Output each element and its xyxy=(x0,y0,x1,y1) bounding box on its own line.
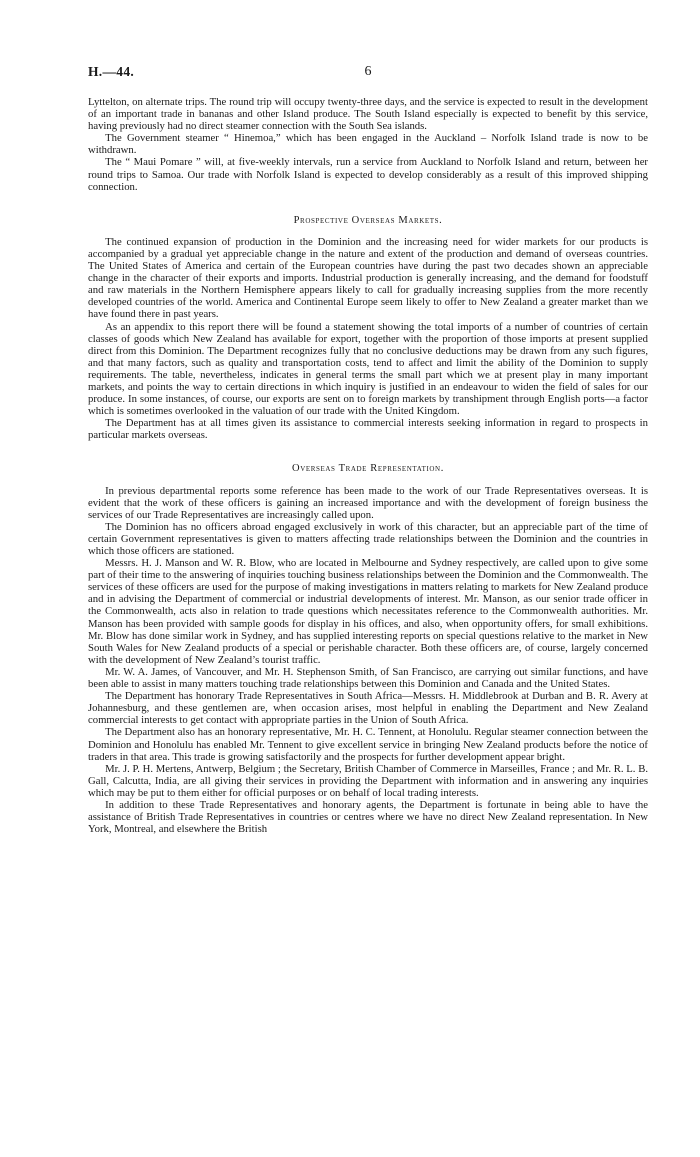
paragraph: As an appendix to this report there will be found a statement showing the total imports of a number of countries of certain classes of goods which New Zealand has available for export, together with the proportion of those imports at present supplied direct from this Dominion. The Department recognizes fully that no conclusive deductions may be drawn from any such figures, and that many factors, such as quality and transportation costs, tend to affect and limit the ability of the Dominion to supply requirements. The table, nevertheless, indicates in general terms the small part which we at present play in many important markets, and points the way to certain directions in which inquiry is justified in an endeavour to widen the field of sales for our produce. In some instances, of course, our exports are sent on to foreign markets by transhipment through English ports—a factor which is sometimes overlooked in the valuation of our trade with the United Kingdom. xyxy=(88,320,648,418)
paragraph: In addition to these Trade Representatives and honorary agents, the Department is fortunate in being able to have the assistance of British Trade Representatives in countries or centres where we have no direct New Zealand representation. In New York, Montreal, and elsewhere the British xyxy=(88,798,648,836)
paragraph: Mr. W. A. James, of Vancouver, and Mr. H. Stephenson Smith, of San Francisco, are carrying out similar functions, and have been able to assist in many matters touching trade relationships between this Dominion and Canada and the United States. xyxy=(88,665,648,691)
page-number: 6 xyxy=(364,64,372,79)
paragraph: The continued expansion of production in the Dominion and the increasing need for wider markets for our products is accompanied by a gradual yet appreciable change in the nature and extent of the production and demand of overseas countries. The United States of America and certain of the European countries have during the past two decades shown an appreciable change in the character of their exports and imports. Industrial production is generally increasing, and the demand for foodstuff and raw materials in the Northern Hemisphere appears likely to call for gradually increasing supplies from the more recently developed countries of the world. America and Continental Europe seem likely to offer to New Zealand a greater market than we have found there in past years. xyxy=(88,235,648,321)
document-reference: H.—44. xyxy=(88,64,135,79)
paragraph: Mr. J. P. H. Mertens, Antwerp, Belgium ; the Secretary, British Chamber of Commerce in Marseilles, France ; and Mr. R. L. B. Gall, Calcutta, India, are all giving their services in providing the Department with information and in answering any inquiries which may be put to them either for official purposes or on behalf of local trading interests. xyxy=(88,762,648,799)
paragraph: The Department also has an honorary representative, Mr. H. C. Tennent, at Honolulu. Regular steamer connection between the Dominion and Honolulu has enabled Mr. Tennent to give excellent service in bringing New Zealand products before the notice of traders in that area. This trade is growing satisfactorily and the prospects for further development appear bright. xyxy=(88,726,648,763)
paragraph: Messrs. H. J. Manson and W. R. Blow, who are located in Melbourne and Sydney respectively, are called upon to give some part of their time to the answering of inquiries touching business relationships between the Dominion and the Commonwealth. The services of these officers are used for the purpose of making investigations in matters relating to markets for New Zealand produce and in advising the Department of commercial or industrial developments of interest. Mr. Manson, as our senior trade officer in the Commonwealth, acts also in relation to trade questions which necessitates reference to the Commonwealth authorities. Mr. Manson has been provided with sample goods for display in his offices, and also, when opportunity offers, for small exhibitions. Mr. Blow has done similar work in Sydney, and has supplied interesting reports on special questions relative to the market in New South Wales for New Zealand products of a special or perishable character. Both these officers are, of course, largely concerned with the development of New Zealand’s tourist traffic. xyxy=(88,557,648,666)
paragraph: In previous departmental reports some reference has been made to the work of our Trade Representatives overseas. It is evident that the work of these officers is gaining an increased importance and with the development of foreign business the services of our Trade Representatives are increasingly called upon. xyxy=(88,484,648,521)
paragraph: The Department has at all times given its assistance to commercial interests seeking information in regard to prospects in particular markets overseas. xyxy=(88,417,648,442)
paragraph: Lyttelton, on alternate trips. The round trip will occupy twenty-three days, and the service is expected to result in the development of an important trade in bananas and other Island produce. The South Island especially is expected to benefit by this service, having previously had no direct steamer connection with the South Sea islands. xyxy=(88,96,648,133)
paragraph: The Government steamer “ Hinemoa,” which has been engaged in the Auckland – Norfolk Island trade is now to be withdrawn. xyxy=(88,132,648,157)
page-body xyxy=(88,96,648,835)
section-heading-markets: Prospective Overseas Markets. xyxy=(293,214,443,226)
page-header xyxy=(88,64,648,84)
section-heading-representation: Overseas Trade Representation. xyxy=(292,463,444,475)
paragraph: The “ Maui Pomare ” will, at five-weekly intervals, run a service from Auckland to Norfolk Island and return, between her round trips to Samoa. Our trade with Norfolk Island is expected to develop considerably as a result of this improved shipping connection. xyxy=(88,156,648,193)
paragraph: The Department has honorary Trade Representatives in South Africa—Messrs. H. Middlebrook at Durban and B. R. Avery at Johannesburg, and these gentlemen are, when occasion arises, most helpful in enabling the Department and New Zealand commercial interests to get contact with appropriate parties in the Union of South Africa. xyxy=(88,690,648,727)
paragraph: The Dominion has no officers abroad engaged exclusively in work of this character, but an appreciable part of the time of certain Government representatives is given to matters affecting trade relationships between the Dominion and the countries in which those officers are stationed. xyxy=(88,520,648,557)
